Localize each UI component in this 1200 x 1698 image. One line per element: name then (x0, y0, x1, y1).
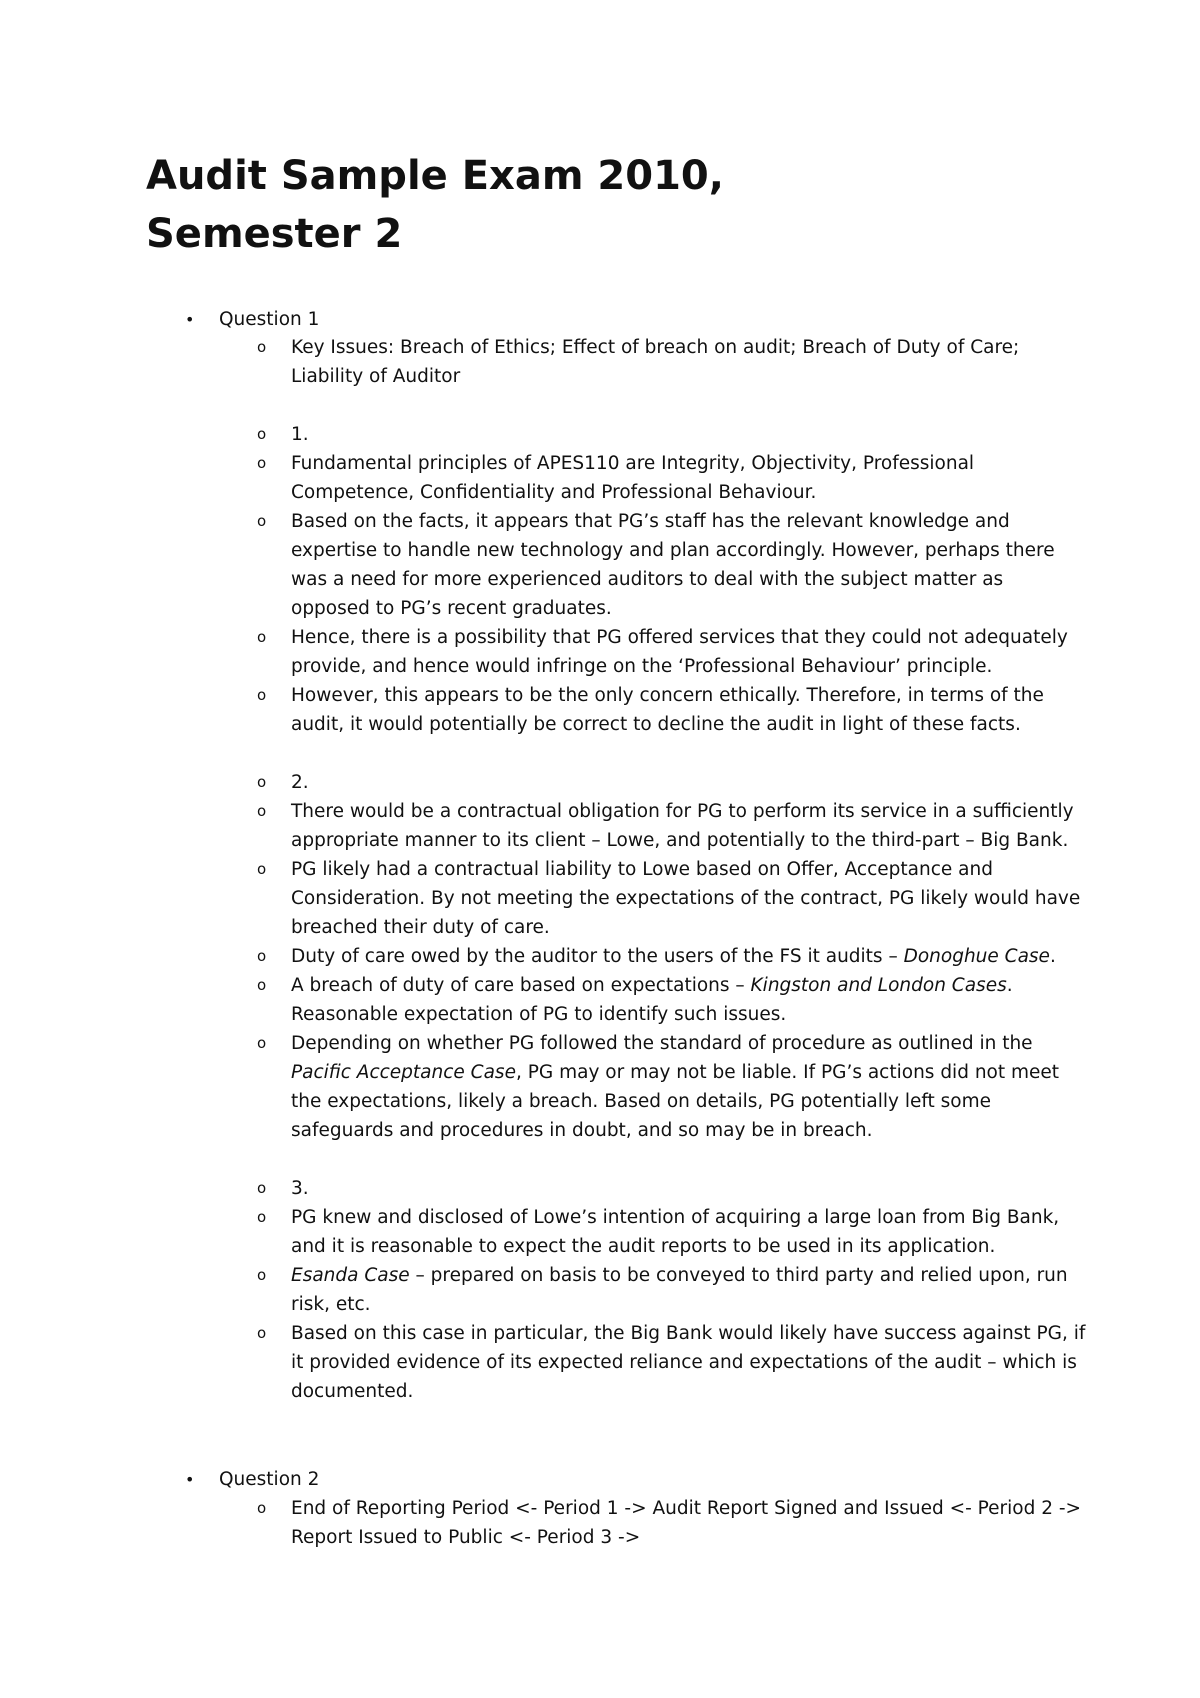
part-number: 1. (291, 424, 309, 445)
list-item-continuation (291, 826, 1068, 855)
sub-bullet-icon: o (257, 1034, 267, 1052)
list-item (257, 420, 309, 449)
part-number: 3. (291, 1178, 309, 1199)
list-item (257, 797, 1074, 826)
sub-bullet-icon: o (257, 860, 267, 878)
list-item-continuation (291, 1087, 991, 1116)
sub-bullet-icon: o (257, 802, 267, 820)
paragraph-text: End of Reporting Period <- Period 1 -> Audit Report Signed and Issued <- Period 2 -> (291, 1498, 1082, 1519)
question-1-heading (185, 305, 320, 334)
list-item (257, 681, 1044, 710)
list-item (257, 768, 309, 797)
paragraph-text: Duty of care owed by the auditor to the users of the FS it audits – (291, 946, 904, 967)
paragraph-text: A breach of duty of care based on expectations – (291, 975, 751, 996)
list-item (257, 449, 975, 478)
part-number: 2. (291, 772, 309, 793)
list-item-continuation (291, 1000, 786, 1029)
paragraph-text: expertise to handle new technology and plan accordingly. However, perhaps there (291, 540, 1055, 561)
document-title (146, 147, 946, 263)
key-issues-text-cont: Liability of Auditor (291, 366, 461, 387)
paragraph-text: PG likely had a contractual liability to Lowe based on Offer, Acceptance and (291, 859, 993, 880)
list-item (257, 1261, 1068, 1290)
paragraph-text: , PG may or may not be liable. If PG’s actions did not meet (515, 1062, 1060, 1083)
bullet-icon: • (185, 1470, 195, 1489)
sub-bullet-icon: o (257, 1499, 267, 1517)
list-item (257, 507, 1010, 536)
paragraph-text: PG knew and disclosed of Lowe’s intention of acquiring a large loan from Big Bank, (291, 1207, 1060, 1228)
list-item-continuation (291, 652, 992, 681)
paragraph-text: audit, it would potentially be correct to decline the audit in light of these facts. (291, 714, 1021, 735)
key-issues-text: Key Issues: Breach of Ethics; Effect of breach on audit; Breach of Duty of Care; (291, 337, 1020, 358)
question-2-label: Question 2 (219, 1469, 320, 1490)
title-line-2: Semester 2 (146, 211, 403, 257)
sub-bullet-icon: o (257, 512, 267, 530)
paragraph-text: opposed to PG’s recent graduates. (291, 598, 612, 619)
paragraph-text: Based on the facts, it appears that PG’s staff has the relevant knowledge and (291, 511, 1010, 532)
paragraph-text: Depending on whether PG followed the standard of procedure as outlined in the (291, 1033, 1033, 1054)
title-line-1: Audit Sample Exam 2010, (146, 153, 724, 199)
case-name: Pacific Acceptance Case (291, 1062, 516, 1083)
list-item-continuation (291, 1116, 872, 1145)
sub-bullet-icon: o (257, 1179, 267, 1197)
paragraph-text: was a need for more experienced auditors to deal with the subject matter as (291, 569, 1004, 590)
list-item (257, 1203, 1060, 1232)
list-item (257, 855, 993, 884)
question-2-heading (185, 1465, 320, 1494)
list-item-continuation (291, 1232, 995, 1261)
list-item-continuation (291, 913, 550, 942)
list-item-continuation (291, 478, 816, 507)
list-item (257, 1174, 309, 1203)
sub-bullet-icon: o (257, 976, 267, 994)
case-name: Donoghue Case (903, 946, 1050, 967)
list-item (257, 1319, 1086, 1348)
paragraph-text: the expectations, likely a breach. Based on details, PG potentially left some (291, 1091, 992, 1112)
list-item-continuation (291, 565, 1003, 594)
paragraph-text: risk, etc. (291, 1294, 371, 1315)
sub-bullet-icon: o (257, 773, 267, 791)
list-item-continuation (291, 884, 1080, 913)
bullet-icon: • (185, 310, 195, 329)
paragraph-text: it provided evidence of its expected reliance and expectations of the audit – which is (291, 1352, 1077, 1373)
paragraph-text: However, this appears to be the only concern ethically. Therefore, in terms of the (291, 685, 1044, 706)
list-item (257, 942, 1056, 971)
sub-bullet-icon: o (257, 1324, 267, 1342)
paragraph-text: Competence, Confidentiality and Professional Behaviour. (291, 482, 817, 503)
paragraph-text: Reasonable expectation of PG to identify such issues. (291, 1004, 787, 1025)
sub-bullet-icon: o (257, 1266, 267, 1284)
paragraph-text: provide, and hence would infringe on the ‘Professional Behaviour’ principle. (291, 656, 993, 677)
list-item (257, 971, 1013, 1000)
list-item-continuation (291, 1523, 640, 1552)
case-name: Kingston and London Cases (750, 975, 1007, 996)
sub-bullet-icon: o (257, 1208, 267, 1226)
paragraph-text: – prepared on basis to be conveyed to third party and relied upon, run (409, 1265, 1068, 1286)
paragraph-text: . (1006, 975, 1013, 996)
paragraph-text: Fundamental principles of APES110 are Integrity, Objectivity, Professional (291, 453, 975, 474)
sub-bullet-icon: o (257, 628, 267, 646)
case-name: Esanda Case (291, 1265, 410, 1286)
sub-bullet-icon: o (257, 947, 267, 965)
list-item-continuation (291, 1290, 371, 1319)
sub-bullet-icon: o (257, 454, 267, 472)
question-1-label: Question 1 (219, 309, 320, 330)
paragraph-text: . (1049, 946, 1056, 967)
paragraph-text: Report Issued to Public <- Period 3 -> (291, 1527, 641, 1548)
paragraph-text: documented. (291, 1381, 414, 1402)
paragraph-text: safeguards and procedures in doubt, and so may be in breach. (291, 1120, 873, 1141)
sub-bullet-icon: o (257, 338, 267, 356)
paragraph-text: Hence, there is a possibility that PG offered services that they could not adequately (291, 627, 1068, 648)
list-item-continuation (291, 1348, 1077, 1377)
list-item-continuation (291, 710, 1021, 739)
sub-bullet-icon: o (257, 686, 267, 704)
paragraph-text: There would be a contractual obligation for PG to perform its service in a sufficiently (291, 801, 1074, 822)
list-item-continuation (291, 536, 1055, 565)
paragraph-text: appropriate manner to its client – Lowe, and potentially to the third-part – Big Bank. (291, 830, 1069, 851)
paragraph-text: Consideration. By not meeting the expectations of the contract, PG likely would have (291, 888, 1081, 909)
list-item-continuation (291, 1377, 413, 1406)
list-item-continuation (291, 362, 460, 391)
list-item (257, 1029, 1033, 1058)
list-item (257, 333, 1020, 362)
paragraph-text: breached their duty of care. (291, 917, 550, 938)
sub-bullet-icon: o (257, 425, 267, 443)
list-item (257, 623, 1068, 652)
paragraph-text: Based on this case in particular, the Big Bank would likely have success against PG, if (291, 1323, 1086, 1344)
list-item-continuation (291, 594, 612, 623)
list-item (257, 1494, 1082, 1523)
list-item-continuation (291, 1058, 1059, 1087)
paragraph-text: and it is reasonable to expect the audit reports to be used in its application. (291, 1236, 996, 1257)
